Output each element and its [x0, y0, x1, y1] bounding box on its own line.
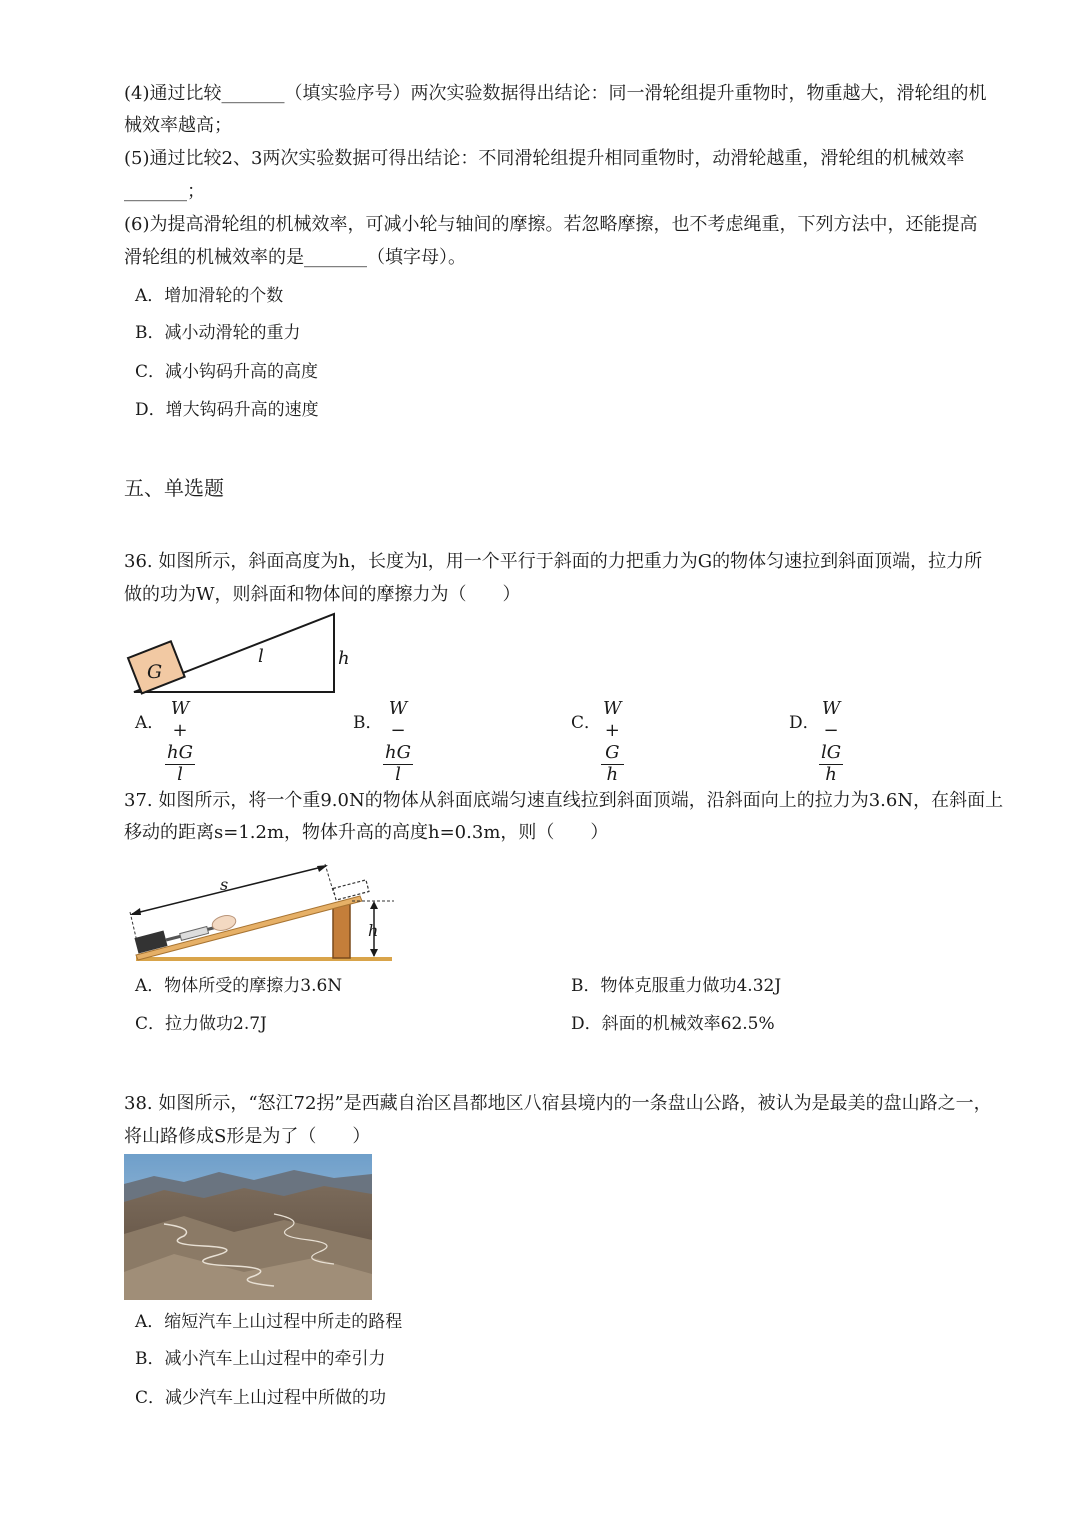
q36-option-d-label: D． [789, 713, 820, 733]
q5-line2: _______； [124, 181, 205, 202]
q37-h-label: h [368, 921, 379, 940]
q37-option-c: C．拉力做功2.7J [135, 1014, 267, 1034]
q4-line2: 械效率越高； [124, 115, 232, 136]
q36-option-d-fraction [819, 698, 843, 785]
q38-option-a: A．缩短汽车上山过程中所走的路程 [135, 1312, 403, 1332]
q36-option-c-fraction [601, 698, 624, 785]
q36-incline-figure [120, 608, 360, 698]
q36-option-b-label: B． [353, 713, 383, 733]
q6-option-a: A．增加滑轮的个数 [135, 286, 284, 306]
q38-mountain-road-photo [124, 1154, 372, 1300]
q36-option-b-fraction [383, 698, 413, 785]
q37-option-d: D．斜面的机械效率62.5% [571, 1014, 775, 1034]
q6-line2: 滑轮组的机械效率的是_______（填字母）。 [124, 247, 466, 268]
q4-line1: (4)通过比较_______（填实验序号）两次实验数据得出结论：同一滑轮组提升重物时，物重越大，滑轮组的机 [124, 83, 987, 104]
q6-line1: (6)为提高滑轮组的机械效率，可减小轮与轴间的摩擦。若忽略摩擦，也不考虑绳重，下列方法中，还能提高 [124, 214, 978, 235]
q36-hyp-label: l [258, 646, 264, 667]
q38-option-b: B．减小汽车上山过程中的牵引力 [135, 1349, 386, 1369]
q37-option-b: B．物体克服重力做功4.32J [571, 976, 782, 996]
q36-option-a-fraction [165, 698, 195, 785]
q36-option-a-den: l [177, 764, 183, 785]
q36-option-c-den: h [606, 764, 619, 785]
q36-option-b-num: W − hG [385, 698, 411, 763]
q38-option-c: C．减少汽车上山过程中所做的功 [135, 1388, 387, 1408]
q36-block-label: G [147, 661, 163, 683]
q36-option-d-den: h [825, 764, 837, 785]
q37-line1: 37. 如图所示，将一个重9.0N的物体从斜面底端匀速直线拉到斜面顶端，沿斜面向上的拉力为3.6N，在斜面上 [124, 790, 1004, 811]
q5-line1: (5)通过比较2、3两次实验数据可得出结论：不同滑轮组提升相同重物时，动滑轮越重，滑轮组的机械效率 [124, 148, 965, 169]
q37-incline-figure [122, 860, 402, 966]
q37-s-label: s [220, 875, 229, 894]
q37-option-a: A．物体所受的摩擦力3.6N [135, 976, 343, 996]
section-heading: 五、单选题 [124, 476, 224, 500]
q6-option-d: D．增大钩码升高的速度 [135, 400, 319, 420]
q36-option-b-den: l [395, 764, 401, 785]
q6-option-b: B．减小动滑轮的重力 [135, 323, 301, 343]
q36-line1: 36. 如图所示，斜面高度为h，长度为l，用一个平行于斜面的力把重力为G的物体匀速拉到斜面顶端，拉力所 [124, 551, 983, 572]
q37-line2: 移动的距离s=1.2m，物体升高的高度h=0.3m，则（ ） [124, 822, 609, 843]
q36-option-a-num: W + hG [167, 698, 193, 763]
q36-option-a-label: A． [135, 713, 165, 733]
q6-option-c: C．减小钩码升高的高度 [135, 362, 319, 382]
q36-option-c-label: C． [571, 713, 602, 733]
q36-option-d-num: W − lG [821, 698, 842, 763]
q36-height-label: h [338, 648, 350, 669]
q36-option-c-num: W + G [603, 698, 622, 763]
q38-line2: 将山路修成S形是为了（ ） [124, 1126, 371, 1147]
q38-line1: 38. 如图所示，“怒江72拐”是西藏自治区昌都地区八宿县境内的一条盘山公路，被认为是最美的盘山路之一， [124, 1093, 992, 1114]
q36-line2: 做的功为W，则斜面和物体间的摩擦力为（ ） [124, 584, 521, 605]
